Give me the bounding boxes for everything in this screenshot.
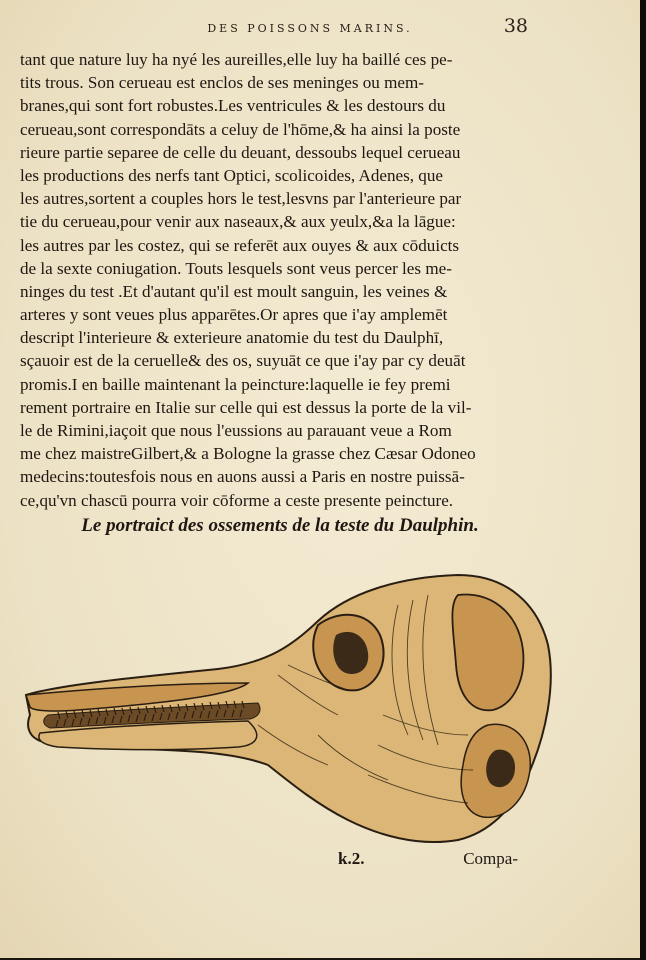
text-line: branes,qui sont fort robustes.Les ventricules & les destours du bbox=[20, 96, 446, 116]
running-title: DES POISSONS MARINS. bbox=[207, 22, 413, 35]
text-line: medecins:toutesfois nous en auons aussi a Paris en nostre puissā- bbox=[20, 467, 465, 487]
text-line: les autres,sortent a couples hors le test,lesvns par l'anterieure par bbox=[20, 189, 462, 209]
text-line: tits trous. Son cerueau est enclos de ses meninges ou mem- bbox=[20, 73, 424, 93]
text-line: ce,qu'vn chascū pourra voir cōforme a ceste presente peincture. bbox=[20, 490, 454, 510]
text-line: le de Rimini,iaçoit que nous l'eussions au parauant veue a Rom bbox=[20, 421, 452, 440]
text-line: ninges du test .Et d'autant qu'il est moult sanguin, les veines & bbox=[20, 281, 448, 301]
text-line: arteres y sont veues plus apparētes.Or apres que i'ay amplemēt bbox=[20, 305, 448, 325]
dolphin-skull-illustration bbox=[18, 565, 558, 850]
text-line: cerueau,sont correspondāts a celuy de l'hōme,& ha ainsi la poste bbox=[20, 119, 461, 139]
book-edge-shadow bbox=[640, 0, 646, 960]
text-line: les autres par les costez, qui se referēt aux ouyes & aux cōduicts bbox=[20, 235, 460, 255]
text-line: promis.I en baille maintenant la peincture:laquelle ie fey premi bbox=[20, 374, 451, 394]
figure-caption: Le portraict des ossements de la teste du Daulphin. bbox=[81, 515, 479, 536]
text-line: les productions des nerfs tant Optici, scolicoides, Adenes, que bbox=[20, 165, 443, 185]
catchword: Compa- bbox=[463, 849, 518, 868]
signature-mark: k.2. bbox=[338, 849, 365, 868]
text-line: de la sexte coniugation. Touts lesquels sont veus percer les me- bbox=[20, 258, 452, 278]
text-line: tie du cerueau,pour venir aux naseaux,& aux yeulx,&a la lāgue: bbox=[20, 212, 456, 232]
page-number: 38 bbox=[503, 15, 528, 37]
text-line: rieure partie separee de celle du deuant, dessoubs lequel cerueau bbox=[20, 142, 461, 162]
text-line: sçauoir est de la ceruelle& des os, suyuāt ce que i'ay par cy deuāt bbox=[20, 351, 466, 371]
text-line: rement portraire en Italie sur celle qui est dessus la porte de la vil- bbox=[20, 397, 472, 417]
text-line: me chez maistreGilbert,& a Bologne la grasse chez Cæsar Odoneo bbox=[20, 444, 476, 464]
text-line: tant que nature luy ha nyé les aureilles,elle luy ha baillé ces pe- bbox=[20, 50, 453, 69]
body-text bbox=[20, 48, 512, 512]
text-line: descript l'interieure & exterieure anatomie du test du Daulphī, bbox=[20, 328, 444, 348]
